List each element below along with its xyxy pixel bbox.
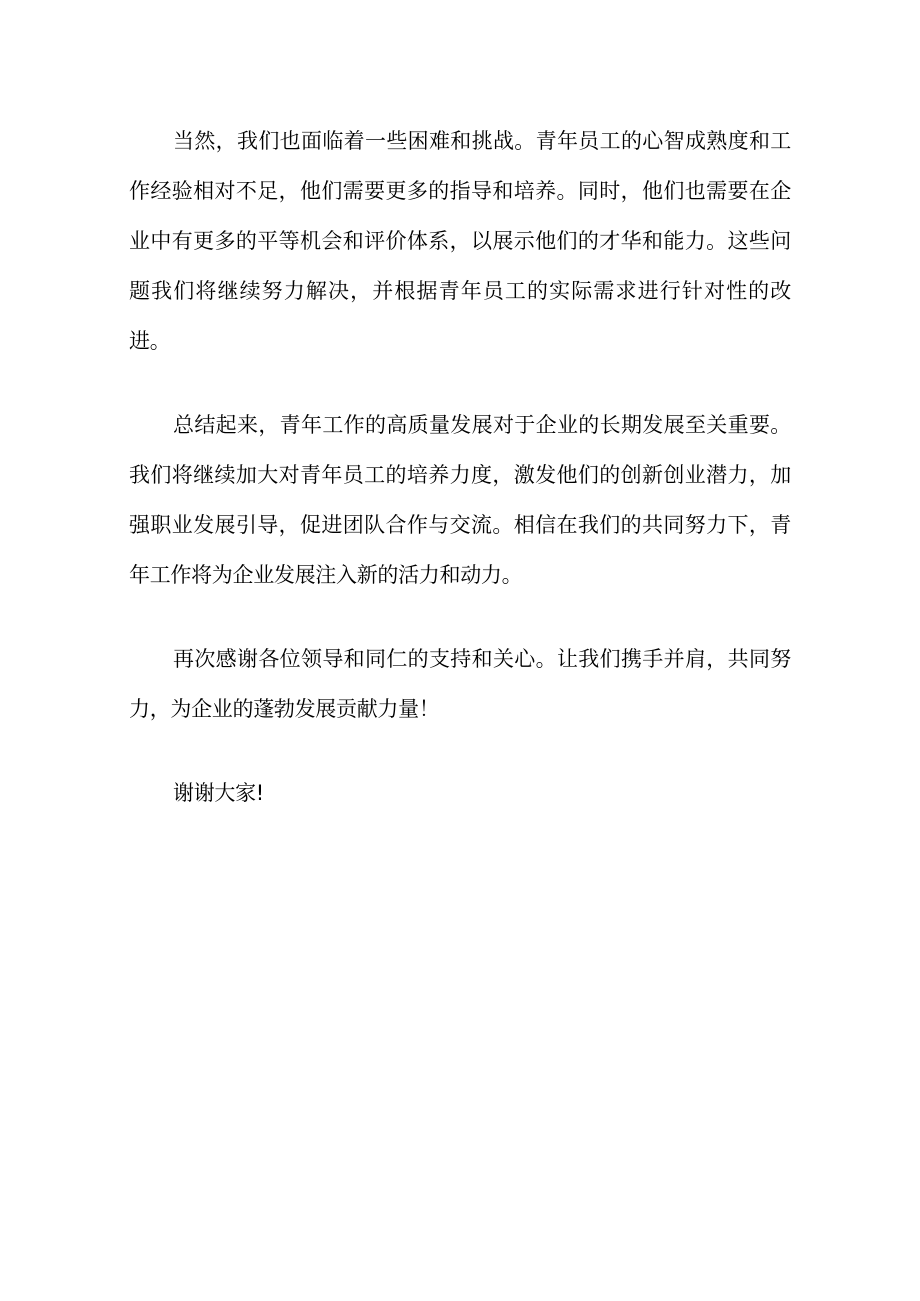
- paragraph-closing: 谢谢大家!: [173, 781, 264, 805]
- paragraph-challenges: 当然，我们也面临着一些困难和挑战。青年员工的心智成熟度和工作经验相对不足，他们需要更多的指导和培养。同时，他们也需要在企业中有更多的平等机会和评价体系，以展示他们的才华和能力。这些问题我们将继续努力解决，并根据青年员工的实际需求进行针对性的改进。: [129, 129, 791, 353]
- paragraph-summary: 总结起来，青年工作的高质量发展对于企业的长期发展至关重要。我们将继续加大对青年员工的培养力度，激发他们的创新创业潜力，加强职业发展引导，促进团队合作与交流。相信在我们的共同努力下，青年工作将为企业发展注入新的活力和动力。: [129, 413, 791, 587]
- document-body: [129, 116, 791, 818]
- paragraph-thanks: 再次感谢各位领导和同仁的支持和关心。让我们携手并肩，共同努力，为企业的蓬勃发展贡献力量！: [129, 647, 791, 721]
